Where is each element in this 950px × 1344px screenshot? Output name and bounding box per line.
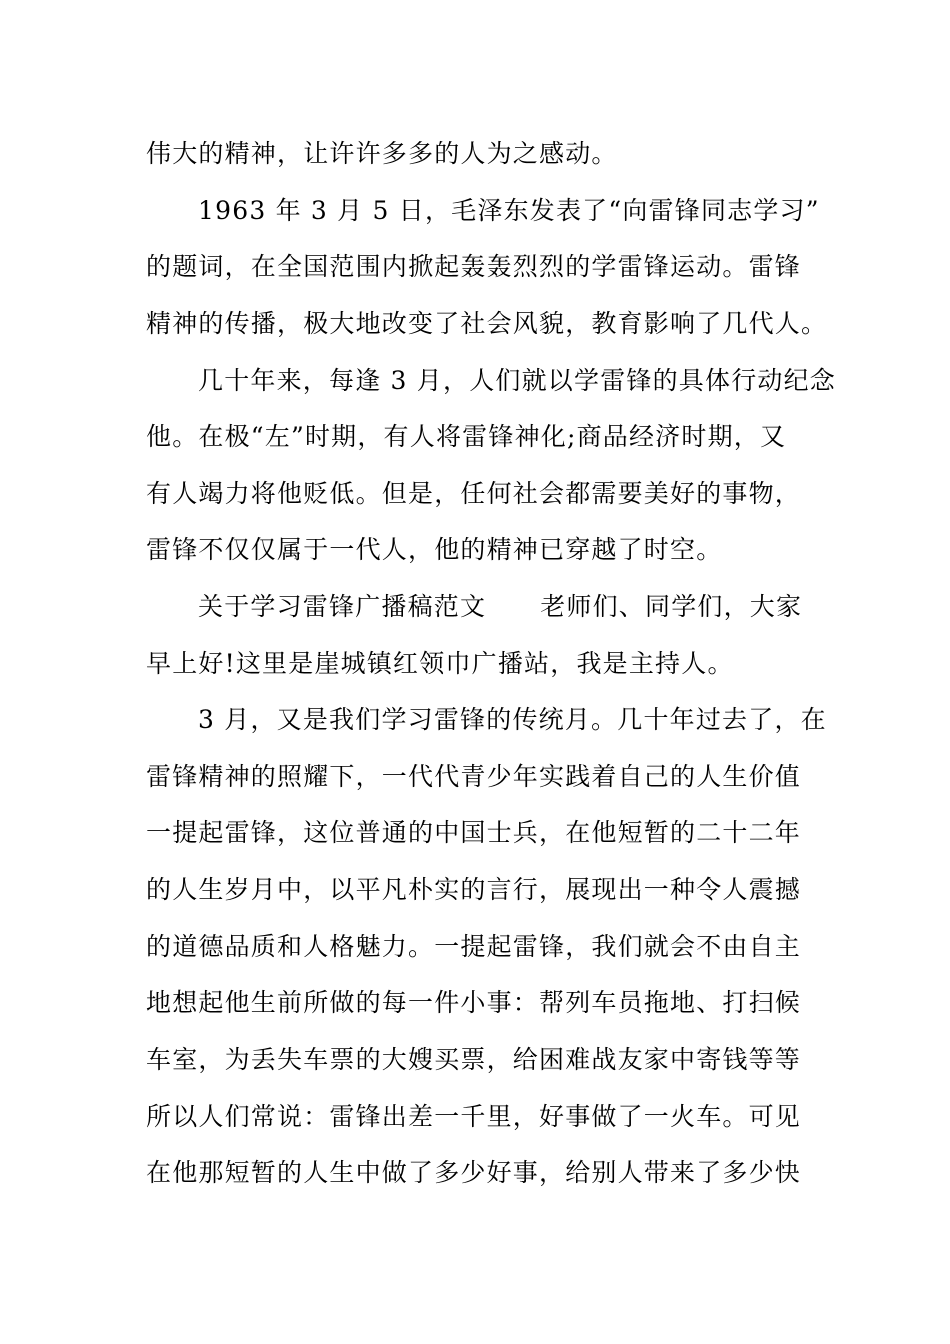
text-line: 车室，为丢失车票的大嫂买票，给困难战友家中寄钱等等 [146, 1045, 802, 1074]
text-line: 在他那短暂的人生中做了多少好事，给别人带来了多少快 [146, 1158, 802, 1187]
text-line: 他。在极“左”时期，有人将雷锋神化;商品经济时期，又 [146, 422, 787, 451]
text-line: 地想起他生前所做的每一件小事：帮列车员拖地、打扫候 [146, 988, 802, 1017]
text-line: 精神的传播，极大地改变了社会风貌，教育影响了几代人。 [146, 309, 828, 338]
text-line: 的题词，在全国范围内掀起轰轰烈烈的学雷锋运动。雷锋 [146, 252, 802, 281]
text-line: 雷锋精神的照耀下，一代代青少年实践着自己的人生价值 [146, 762, 802, 791]
text-line [198, 587, 816, 627]
article-heading: 关于学习雷锋广播稿范文 [198, 592, 487, 621]
text-line: 几十年来，每逢 3 月，人们就以学雷锋的具体行动纪念 [198, 366, 837, 395]
text-line: 的人生岁月中，以平凡朴实的言行，展现出一种令人震撼 [146, 875, 802, 904]
text-line: 3 月，又是我们学习雷锋的传统月。几十年过去了，在 [198, 705, 827, 734]
text-line: 的道德品质和人格魅力。一提起雷锋，我们就会不由自主 [146, 932, 802, 961]
text-line: 1963 年 3 月 5 日，毛泽东发表了“向雷锋同志学习” [198, 196, 820, 225]
greeting-text: 老师们、同学们，大家 [540, 592, 803, 621]
text-line: 伟大的精神，让许许多多的人为之感动。 [146, 139, 618, 168]
text-line: 有人竭力将他贬低。但是，任何社会都需要美好的事物， [146, 479, 802, 508]
text-line: 所以人们常说：雷锋出差一千里，好事做了一火车。可见 [146, 1102, 802, 1131]
text-line: 一提起雷锋，这位普通的中国士兵，在他短暂的二十二年 [146, 818, 802, 847]
text-line: 雷锋不仅仅属于一代人，他的精神已穿越了时空。 [146, 535, 723, 564]
text-line: 早上好!这里是崖城镇红领巾广播站，我是主持人。 [146, 649, 734, 678]
